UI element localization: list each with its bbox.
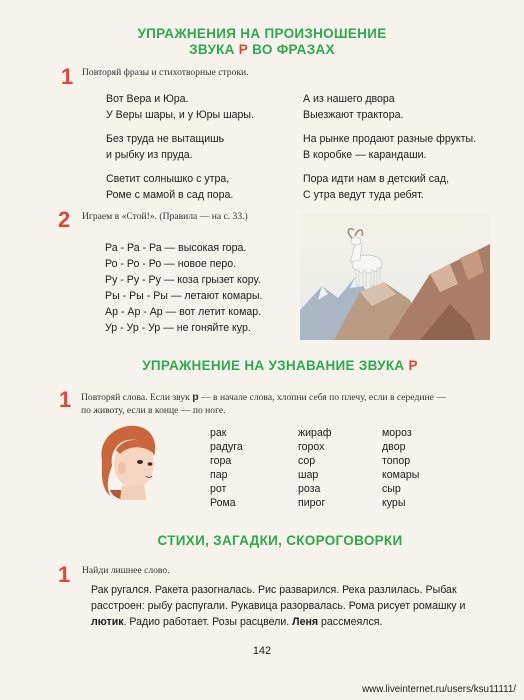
- girl-illustration: [96, 420, 168, 500]
- text-line: У Веры шары, и у Юры шары.: [106, 109, 254, 121]
- exercise-number: 2: [58, 207, 71, 232]
- text-line: сор: [298, 455, 316, 467]
- bold-word-lutik: лютик: [91, 616, 124, 628]
- paragraph-line: [91, 614, 511, 630]
- text-line: мороз: [382, 427, 412, 439]
- text-line: пар: [210, 469, 228, 481]
- paragraph-text: . Радио работает. Розы расцвели.: [123, 616, 293, 628]
- text-line: горох: [298, 441, 325, 453]
- instruction-text: по животу, если в конце — по ноге.: [81, 405, 226, 416]
- instruction-text: Повторяй слова. Если звук: [81, 392, 193, 403]
- title-letter-r: Р: [238, 42, 249, 57]
- text-line: Без труда не вытащишь: [106, 133, 225, 145]
- exercise-instruction: Играем в «Стой!». (Правила — на с. 33.): [82, 211, 248, 222]
- text-line: На рынке продают разные фрукты.: [303, 133, 477, 145]
- text-line: Выезжают трактора.: [303, 109, 404, 121]
- exercise-instruction: [81, 391, 501, 417]
- text-line: и рыбку из пруда.: [106, 149, 193, 161]
- paragraph-text: рассмеялся.: [318, 616, 383, 628]
- syllable-lines: [105, 240, 325, 336]
- text-line: Ру - Ру - Ру — коза грызет кору.: [105, 274, 261, 286]
- text-line: пирог: [298, 497, 326, 509]
- text-line: комары: [382, 469, 420, 481]
- instruction-text: — в начале слова, хлопни себя по плечу, если в середине —: [198, 392, 446, 403]
- text-line: радуга: [210, 441, 243, 453]
- text-line: Рома: [210, 497, 236, 509]
- section-title-pronunciation: [0, 26, 524, 58]
- section-title-line1: УПРАЖНЕНИЯ НА ПРОИЗНОШЕНИЕ: [137, 26, 387, 41]
- text-line: Роме с мамой в сад пора.: [106, 189, 234, 201]
- text-line: [106, 123, 306, 131]
- words-column-3: [382, 426, 419, 510]
- text-line: двор: [382, 441, 406, 453]
- text-line: Ры - Ры - Ры — летают комары.: [105, 290, 263, 302]
- text-line: роза: [298, 483, 321, 495]
- goat-mountain-illustration: [300, 214, 490, 340]
- exercise-instruction: Повторяй фразы и стихотворные строки.: [82, 67, 249, 78]
- text-line: [303, 163, 513, 171]
- exercise-number: 1: [59, 387, 72, 412]
- text-line: рот: [210, 483, 227, 495]
- footer-url-link[interactable]: www.liveinternet.ru/users/ksu11111/: [362, 684, 516, 695]
- text-line: гора: [210, 455, 232, 467]
- paragraph-line: расстроен: рыбу распугали. Рукавица разорвалась. Рома рисует ромашку и: [91, 600, 466, 612]
- text-line: Ар - Ар - Ар — вот летит комар.: [105, 306, 262, 318]
- page-number: 142: [252, 645, 272, 657]
- text-line: куры: [382, 497, 406, 509]
- text-line: А из нашего двора: [303, 93, 395, 105]
- instruction-sound-r: р: [192, 391, 199, 403]
- phrases-left-column: [106, 91, 306, 203]
- text-line: сыр: [382, 483, 401, 495]
- text-line: Ур - Ур - Ур — не гоняйте кур.: [105, 322, 251, 334]
- section-title-poems: СТИХИ, ЗАГАДКИ, СКОРОГОВОРКИ: [157, 533, 403, 548]
- text-line: [303, 123, 513, 131]
- title-part: УПРАЖНЕНИЕ НА УЗНАВАНИЕ ЗВУКА: [142, 358, 409, 373]
- exercise-number: 1: [61, 64, 74, 89]
- text-line: Ра - Ра - Ра — высокая гора.: [105, 242, 247, 254]
- title-part: ВО ФРАЗАХ: [248, 42, 335, 57]
- text-line: С утра ведут туда ребят.: [303, 189, 424, 201]
- text-line: топор: [382, 455, 411, 467]
- title-letter-r: Р: [408, 358, 418, 373]
- exercise-number: 1: [58, 562, 71, 587]
- text-line: Ро - Ро - Ро — новое перо.: [105, 258, 237, 270]
- title-part: ЗВУКА: [189, 42, 239, 57]
- odd-word-paragraph: [91, 582, 511, 630]
- words-column-2: [298, 426, 332, 510]
- text-line: Светит солнышко с утра,: [106, 173, 230, 185]
- text-line: [106, 163, 306, 171]
- section-title-line2: [0, 42, 524, 58]
- words-column-1: [210, 426, 243, 510]
- text-line: шар: [298, 469, 319, 481]
- text-line: Пора идти нам в детский сад,: [303, 173, 450, 185]
- section-title-recognition: [0, 358, 524, 374]
- text-line: жираф: [298, 427, 332, 439]
- bold-word-lenya: Леня: [292, 616, 319, 628]
- text-line: рак: [210, 427, 227, 439]
- exercise-instruction: Найди лишнее слово.: [82, 565, 170, 576]
- phrases-right-column: [303, 91, 513, 203]
- paragraph-line: Рак ругался. Ракета разогналась. Рис разварился. Река разлилась. Рыбак: [91, 584, 457, 596]
- text-line: В коробке — карандаши.: [303, 149, 427, 161]
- text-line: Вот Вера и Юра.: [106, 93, 189, 105]
- eye-icon: [137, 460, 143, 464]
